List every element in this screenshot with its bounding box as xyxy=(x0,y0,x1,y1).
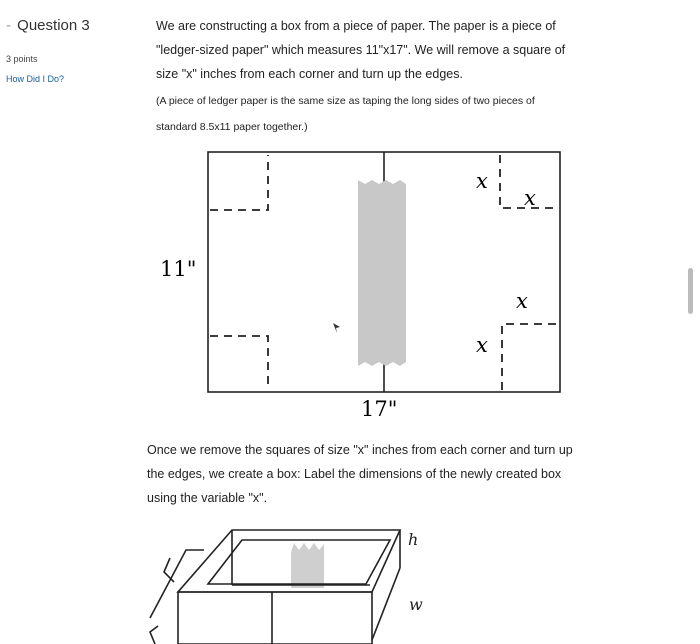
box-front-face xyxy=(178,592,372,644)
tape-strip xyxy=(358,180,406,366)
box-height-label: h xyxy=(408,530,419,549)
box-left-flap-edge xyxy=(150,550,204,618)
collapse-dash[interactable]: - xyxy=(6,17,11,34)
width-label: 17" xyxy=(361,397,398,421)
how-did-i-do-link[interactable]: How Did I Do? xyxy=(6,74,65,84)
paragraph-line: (A piece of ledger paper is the same size as taping the long sides of two pieces of xyxy=(156,95,535,107)
corner-square-bottom-left xyxy=(210,336,268,390)
paragraph-line: size "x" inches from each corner and turn up the edges. xyxy=(156,67,463,81)
question-title-text: Question 3 xyxy=(17,17,90,34)
cursor-icon xyxy=(333,323,340,333)
vertical-scrollbar[interactable] xyxy=(688,268,693,314)
paragraph-line: standard 8.5x11 paper together.) xyxy=(156,121,308,133)
paragraph-line: "ledger-sized paper" which measures 11"x17". We will remove a square of xyxy=(156,43,566,57)
paragraph-line: Once we remove the squares of size "x" inches from each corner and turn up xyxy=(147,443,573,457)
corner-square-top-left xyxy=(210,155,268,210)
paragraph-line: We are constructing a box from a piece of paper. The paper is a piece of xyxy=(156,19,556,33)
corner-x-label: x xyxy=(516,289,528,313)
box-figure xyxy=(150,530,423,644)
paragraph-line: using the variable "x". xyxy=(147,491,268,505)
paper-figure xyxy=(160,152,560,421)
question-paragraph-3 xyxy=(147,438,627,510)
box-width-label: w xyxy=(409,595,423,614)
paragraph-line: the edges, we create a box: Label the dimensions of the newly created box xyxy=(147,467,562,481)
box-left-flap-fold xyxy=(164,558,174,582)
box-left-flap-corner xyxy=(150,626,158,644)
corner-x-label: x xyxy=(476,333,488,357)
points-label: 3 points xyxy=(6,54,38,64)
height-label: 11" xyxy=(160,257,197,281)
box-right-bottom-edge xyxy=(372,568,400,640)
corner-x-label: x xyxy=(524,186,536,210)
corner-x-label: x xyxy=(476,169,488,193)
corner-square-bottom-right xyxy=(502,324,558,390)
box-tape-strip xyxy=(291,543,324,588)
